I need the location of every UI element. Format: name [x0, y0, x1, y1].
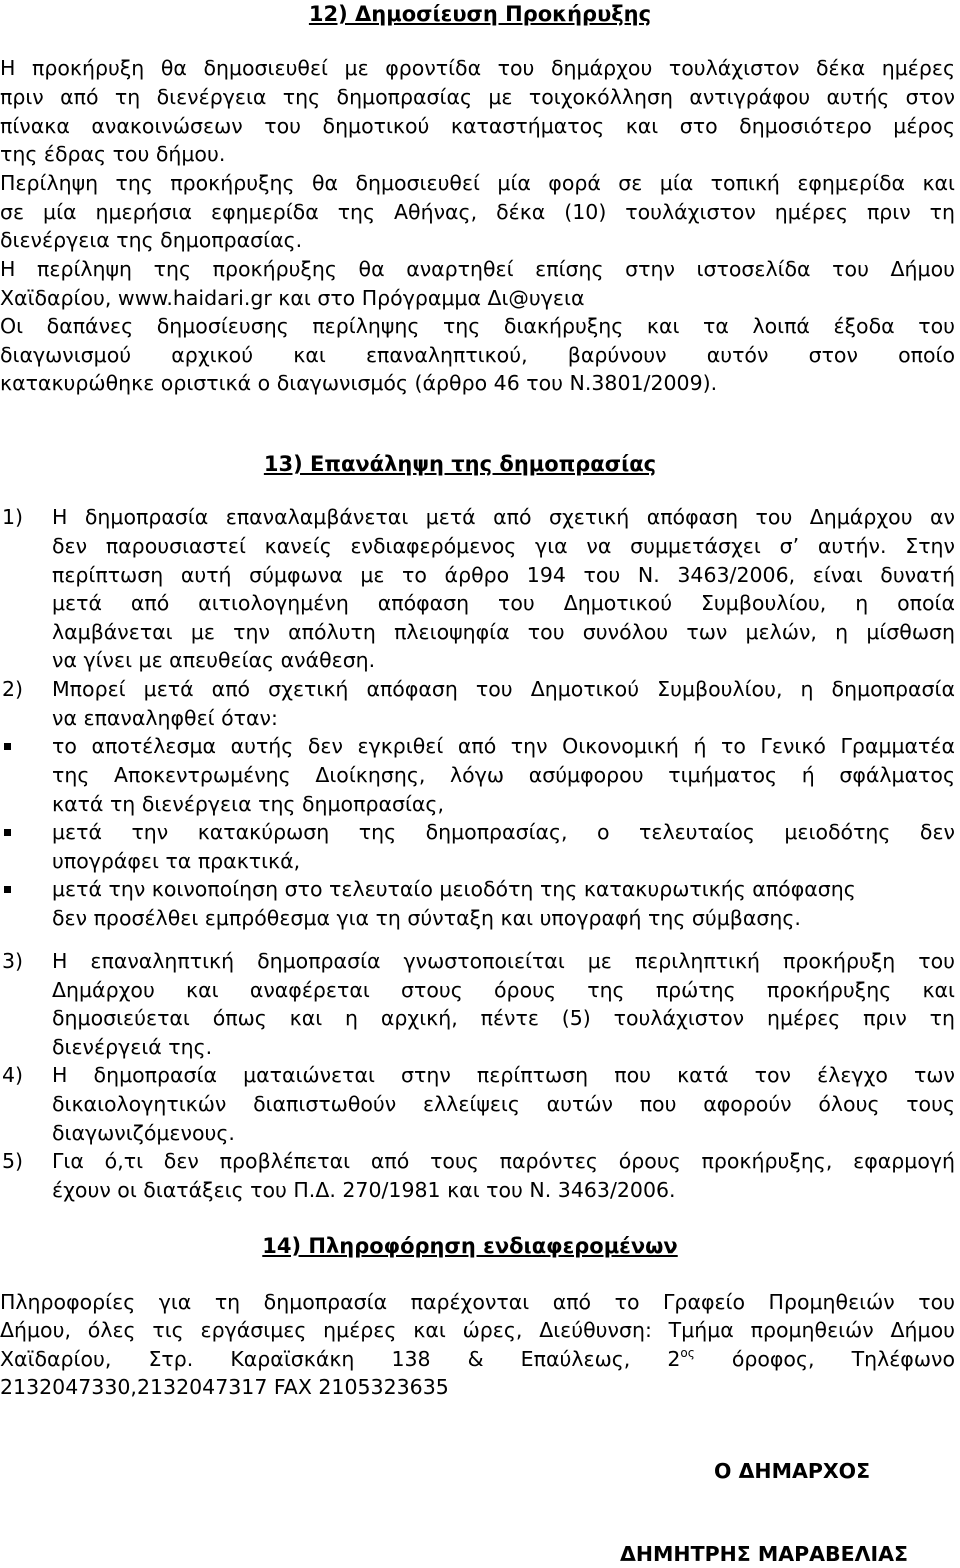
item-number: 1) [2, 505, 24, 529]
bullet-1-line: της Αποκεντρωμένης Διοίκησης, λόγω ασύμφορου τιμήματος ή σφάλματος [52, 763, 955, 787]
item-1-line: λαμβάνεται με την απόλυτη πλειοψηφία του συνόλου των μελών, η μίσθωση [52, 620, 955, 644]
section-12-line: Η προκήρυξη θα δημοσιευθεί με φροντίδα του δημάρχου τουλάχιστον δέκα ημέρες [0, 56, 955, 80]
item-4-line: διαγωνιζόμενους. [52, 1121, 235, 1145]
section-14-heading: 14) Πληροφόρηση ενδιαφερομένων [262, 1234, 678, 1258]
item-2-line: Μπορεί μετά από σχετική απόφαση του Δημοτικού Συμβουλίου, η δημοπρασία [52, 677, 955, 701]
bullet-2-line: υπογράφει τα πρακτικά, [52, 849, 301, 873]
section-13-heading: 13) Επανάληψη της δημοπρασίας [263, 452, 657, 476]
section-12-line: διενέργεια της δημοπρασίας. [0, 228, 303, 252]
mayor-name: ΔΗΜΗΤΡΗΣ ΜΑΡΑΒΕΛΙΑΣ [620, 1542, 909, 1566]
section-14-address-line [0, 1345, 955, 1373]
floor-ordinal-suffix: ος [680, 1346, 695, 1360]
item-5-line: Για ό,τι δεν προβλέπεται από τους παρόντες όρους προκήρυξης, εφαρμογή [52, 1149, 955, 1173]
item-3-line: διενέργειά της. [52, 1035, 213, 1059]
mayor-title: Ο ΔΗΜΑΡΧΟΣ [714, 1459, 871, 1483]
section-12-line: της έδρας του δήμου. [0, 142, 226, 166]
item-3-line: δημοσιεύεται όπως και η αρχική, πέντε (5) τουλάχιστον ημέρες πριν τη [52, 1006, 955, 1030]
item-3-line: Δημάρχου και αναφέρεται στους όρους της πρώτης προκήρυξης και [52, 978, 955, 1002]
bullet-2-line: μετά την κατακύρωση της δημοπρασίας, ο τελευταίος μειοδότης δεν [52, 820, 955, 844]
section-12-line: Οι δαπάνες δημοσίευσης περίληψης της διακήρυξης και τα λοιπά έξοδα του [0, 314, 955, 338]
section-12-line: διαγωνισμού αρχικού και επαναληπτικού, βαρύνουν αυτόν στον οποίο [0, 343, 955, 367]
bullet-1-line: το αποτέλεσμα αυτής δεν εγκριθεί από την Οικονομική ή το Γενικό Γραμματέα [52, 734, 955, 758]
item-number: 4) [2, 1063, 24, 1087]
bullet-square-icon [4, 829, 11, 836]
item-5-line: έχουν οι διατάξεις του Π.Δ. 270/1981 και του Ν. 3463/2006. [52, 1178, 676, 1202]
bullet-1-line: κατά τη διενέργεια της δημοπρασίας, [52, 792, 444, 816]
section-12-heading: 12) Δημοσίευση Προκήρυξης [308, 2, 652, 26]
item-number: 2) [2, 677, 24, 701]
item-1-line: δεν παρουσιαστεί κανείς ενδιαφερόμενος για να συμμετάσχει σ’ αυτήν. Στην [52, 534, 955, 558]
section-12-line: πίνακα ανακοινώσεων του δημοτικού καταστήματος και στο δημοσιότερο μέρος [0, 114, 955, 138]
item-1-line: να γίνει με απευθείας ανάθεση. [52, 648, 376, 672]
bullet-square-icon [4, 743, 11, 750]
address-text: Χαϊδαρίου, Στρ. Καραϊσκάκη 138 & Επαύλεως, 2 [0, 1347, 681, 1371]
section-12-line: κατακυρώθηκε οριστικά ο διαγωνισμός (άρθρο 46 του Ν.3801/2009). [0, 371, 718, 395]
bullet-3-line: μετά την κοινοποίηση στο τελευταίο μειοδότη της κατακυρωτικής απόφασης [52, 877, 856, 901]
item-4-line: δικαιολογητικών διαπιστωθούν ελλείψεις αυτών που αφορούν όλους τους [52, 1092, 955, 1116]
item-3-line: Η επαναληπτική δημοπρασία γνωστοποιείται με περιληπτική προκήρυξη του [52, 949, 955, 973]
floor-phone-text: όροφος, Τηλέφωνο [694, 1347, 955, 1371]
section-14-line: Δήμου, όλες τις εργάσιμες ημέρες και ώρες, Διεύθυνση: Τμήμα προμηθειών Δήμου [0, 1318, 955, 1342]
item-1-line: Η δημοπρασία επαναλαμβάνεται μετά από σχετική απόφαση του Δημάρχου αν [52, 505, 955, 529]
item-2-line: να επαναληφθεί όταν: [52, 706, 278, 730]
item-1-line: περίπτωση αυτή σύμφωνα με το άρθρο 194 του Ν. 3463/2006, είναι δυνατή [52, 563, 955, 587]
section-12-line: Περίληψη της προκήρυξης θα δημοσιευθεί μία φορά σε μία τοπική εφημερίδα και [0, 171, 955, 195]
section-12-line: Η περίληψη της προκήρυξης θα αναρτηθεί επίσης στην ιστοσελίδα του Δήμου [0, 257, 955, 281]
item-number: 5) [2, 1149, 24, 1173]
section-14-line: Πληροφορίες για τη δημοπρασία παρέχονται από το Γραφείο Προμηθειών του [0, 1290, 955, 1314]
section-12-line: πριν από τη διενέργεια της δημοπρασίας με τοιχοκόλληση αντιγράφου αυτής στον [0, 85, 955, 109]
section-14-phone-line: 2132047330,2132047317 FAX 2105323635 [0, 1375, 449, 1399]
bullet-3-line: δεν προσέλθει εμπρόθεσμα για τη σύνταξη και υπογραφή της σύμβασης. [52, 906, 801, 930]
item-4-line: Η δημοπρασία ματαιώνεται στην περίπτωση που κατά τον έλεγχο των [52, 1063, 955, 1087]
bullet-square-icon [4, 886, 11, 893]
item-number: 3) [2, 949, 24, 973]
section-12-line: Χαϊδαρίου, www.haidari.gr και στο Πρόγραμμα Δι@υγεια [0, 286, 585, 310]
section-12-line: σε μία ημερήσια εφημερίδα της Αθήνας, δέκα (10) τουλάχιστον ημέρες πριν τη [0, 200, 955, 224]
item-1-line: μετά από αιτιολογημένη απόφαση του Δημοτικού Συμβουλίου, η οποία [52, 591, 955, 615]
